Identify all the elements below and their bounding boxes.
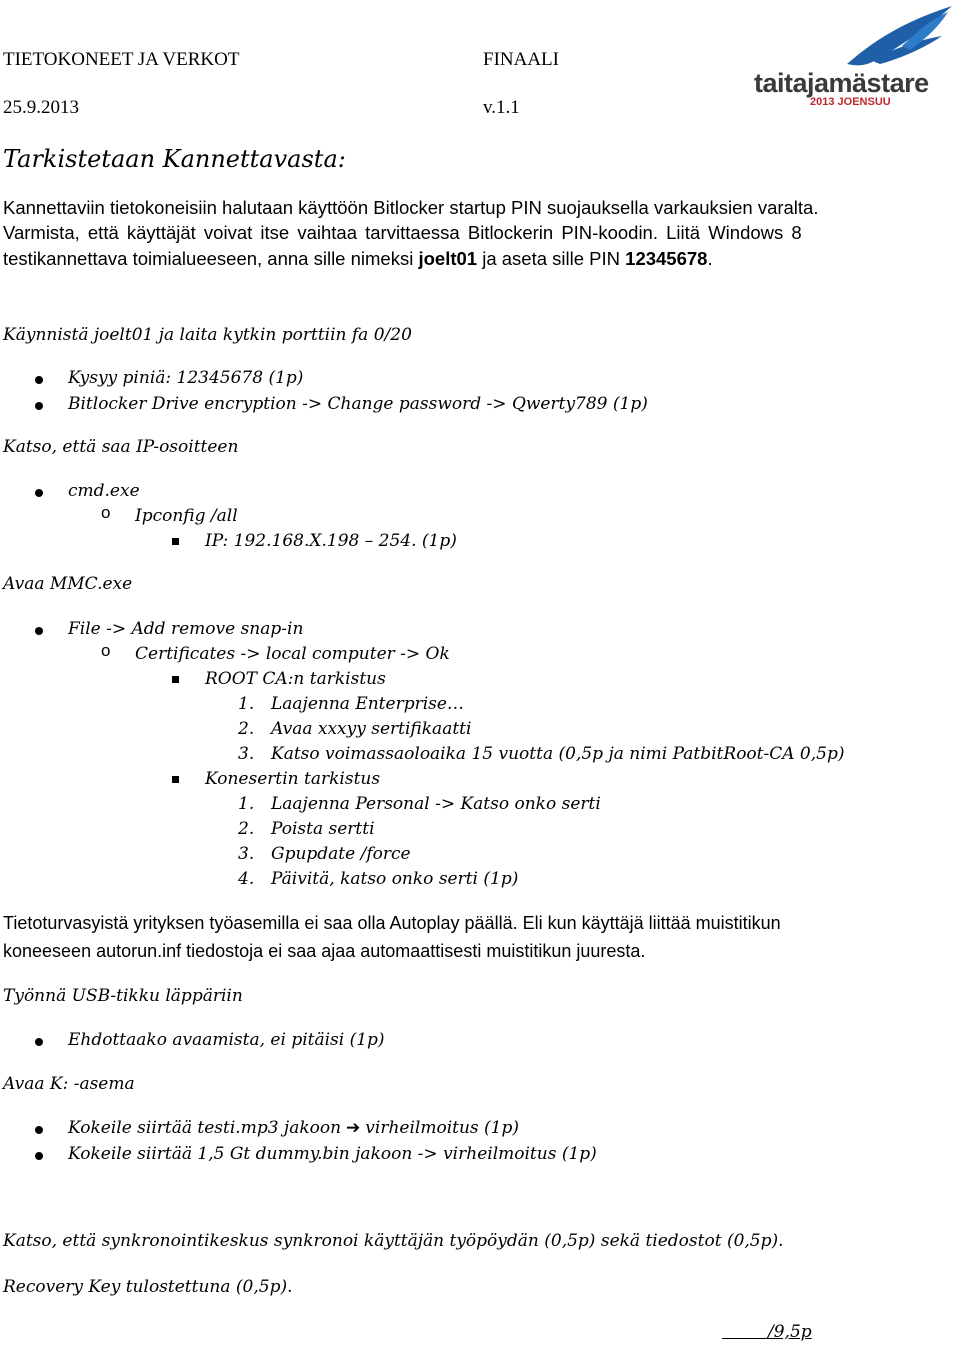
section3-heading: Avaa MMC.exe [3,574,133,594]
machine-cert-step-1: Laajenna Personal -> Katso onko serti [271,794,601,814]
bullet-dot [35,627,43,635]
bullet-dot [35,1152,43,1160]
section4-item: Ehdottaako avaamista, ei pitäisi (1p) [68,1030,385,1050]
section5-item-1-text: Kokeile siirtää testi.mp3 jakoon [68,1118,342,1138]
intro-pin: 12345678 [625,248,708,269]
section4-heading: Työnnä USB-tikku läppäriin [3,986,243,1006]
header-version: v.1.1 [483,97,520,118]
section2-item: cmd.exe [68,481,140,501]
bullet-dot [35,376,43,384]
bullet-dot [35,489,43,497]
intro-line-2: Varmista, että käyttäjät voivat itse vaihtaa tarvittaessa Bitlockerin PIN-koodin. Liitä Windows 8 [3,222,802,243]
intro-line-3 [3,248,713,270]
list-number: 4. [238,869,255,889]
header-final: FINAALI [483,49,559,70]
bullet-dot [35,402,43,410]
section5-item-2: Kokeile siirtää 1,5 Gt dummy.bin jakoon -> virheilmoitus (1p) [68,1144,597,1164]
bullet-dot [35,1038,43,1046]
section1-item-2: Bitlocker Drive encryption -> Change password -> Qwerty789 (1p) [68,394,648,414]
sub-bullet-o: o [101,503,111,522]
score-underline [722,1338,768,1339]
section3-item: File -> Add remove snap-in [68,619,304,639]
list-number: 1. [238,694,255,714]
logo-text: taitajamästare [754,68,929,98]
square-bullet [172,776,179,783]
root-ca-step-2: Avaa xxxyy sertifikaatti [271,719,472,739]
arrow-right-icon: ➔ [346,1118,361,1138]
list-number: 2. [238,819,255,839]
section2-heading: Katso, että saa IP-osoitteen [3,437,239,457]
page-title: Tarkistetaan Kannettavasta: [3,145,346,173]
root-ca-label: ROOT CA:n tarkistus [205,669,386,689]
header-date: 25.9.2013 [3,97,79,118]
bullet-dot [35,1126,43,1134]
machine-cert-label: Konesertin tarkistus [205,769,381,789]
section2-subsub: IP: 192.168.X.198 – 254. (1p) [205,531,457,551]
root-ca-step-3: Katso voimassaoloaika 15 vuotta (0,5p ja nimi PatbitRoot-CA 0,5p) [271,744,845,764]
intro-hostname: joelt01 [418,248,478,269]
machine-cert-step-3: Gpupdate /force [271,844,411,864]
square-bullet [172,676,179,683]
header-course: TIETOKONEET JA VERKOT [3,49,240,70]
section1-heading: Käynnistä joelt01 ja laita kytkin porttiin fa 0/20 [3,325,412,345]
intro-text: testikannettava toimialueeseen, anna sille nimeksi [3,248,419,269]
list-number: 2. [238,719,255,739]
total-score: /9,5p [768,1322,812,1342]
section5-heading: Avaa K: -asema [3,1074,135,1094]
sub-bullet-o: o [101,641,111,660]
machine-cert-step-2: Poista sertti [271,819,375,839]
section2-sub: Ipconfig /all [135,506,238,526]
recovery-key: Recovery Key tulostettuna (0,5p). [3,1277,293,1297]
machine-cert-step-4: Päivitä, katso onko serti (1p) [271,869,519,889]
square-bullet [172,538,179,545]
section1-item-1: Kysyy piniä: 12345678 (1p) [68,368,304,388]
root-ca-step-1: Laajenna Enterprise… [271,694,464,714]
section5-item-1 [68,1118,519,1138]
intro-text: ja aseta sille PIN [477,248,626,269]
sync-check: Katso, että synkronointikeskus synkronoi käyttäjän työpöydän (0,5p) sekä tiedostot (0,5p). [3,1231,784,1251]
section5-item-1-result: virheilmoitus (1p) [365,1118,520,1138]
intro-line-1: Kannettaviin tietokoneisiin halutaan käyttöön Bitlocker startup PIN suojauksella varkauksien varalta. [3,197,819,218]
autoplay-line-2: koneeseen autorun.inf tiedostoja ei saa ajaa automaattisesti muistitikun juuresta. [3,941,646,961]
list-number: 1. [238,794,255,814]
logo-subtext: 2013 JOENSUU [810,96,891,108]
list-number: 3. [238,844,255,864]
list-number: 3. [238,744,255,764]
autoplay-line-1: Tietoturvasyistä yrityksen työasemilla ei saa olla Autoplay päällä. Eli kun käyttäjä liittää muistitikun [3,913,781,933]
intro-text: . [707,248,713,269]
section3-sub: Certificates -> local computer -> Ok [135,644,450,664]
logo [752,2,957,107]
